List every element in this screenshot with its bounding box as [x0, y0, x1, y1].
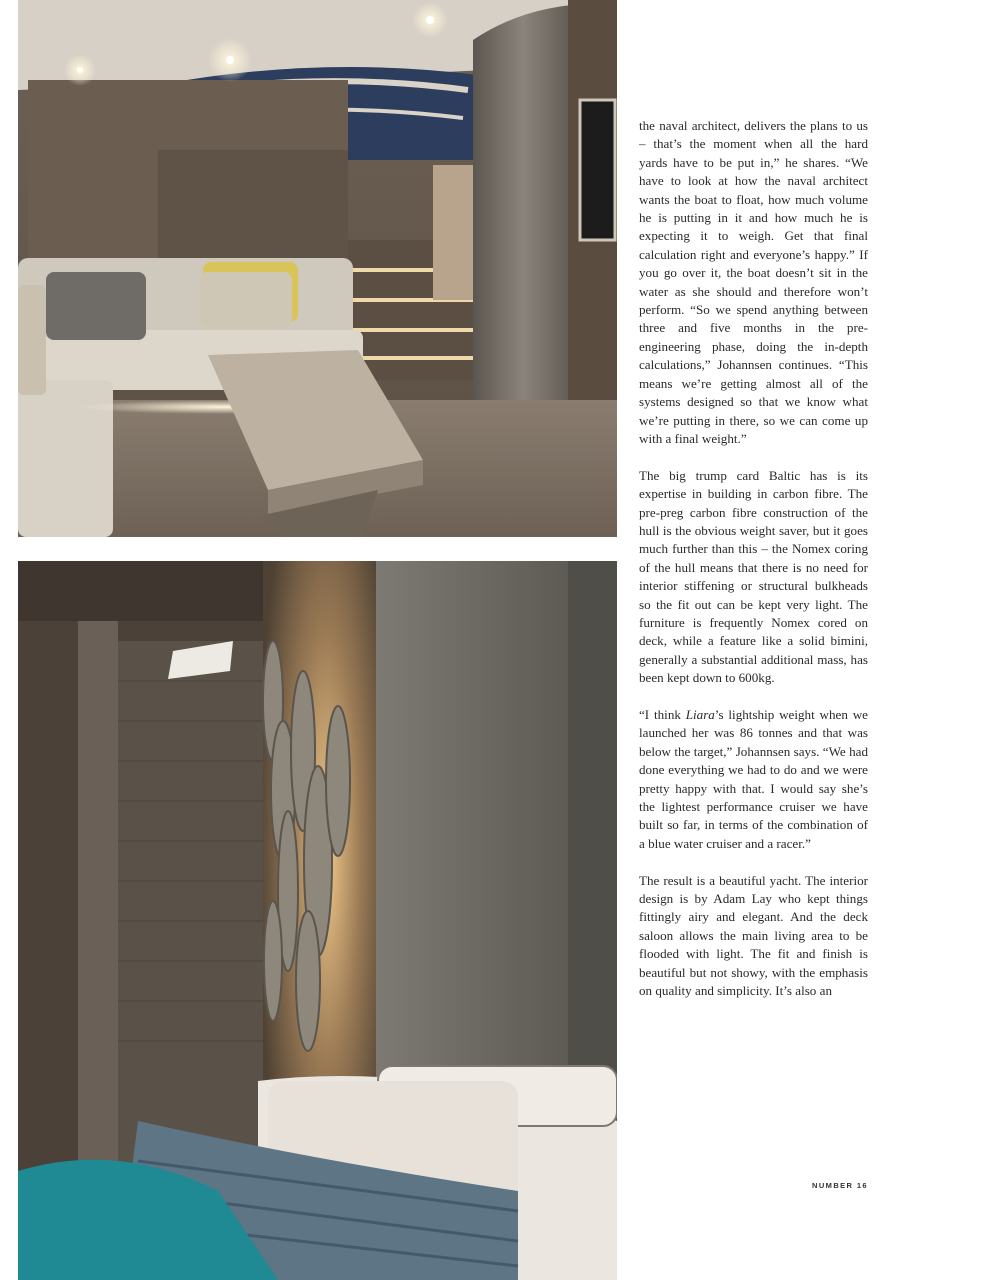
quote-open: “I think — [639, 706, 686, 722]
paragraph-3-rest: ’s lightship weight when we launched her was 86 tonnes and that was below the target,” Johannsen says. “We had done everything we had to do and we were pretty happy with that. I would say she’s the lightest performance cruiser we have built so far, in terms of the combination of a blue water cruiser and a racer.” — [639, 706, 868, 851]
yacht-name: Liara — [685, 706, 715, 722]
article-body — [639, 117, 868, 1019]
cabin-photo — [18, 561, 617, 1280]
page-folio: NUMBER 16 — [812, 1181, 868, 1190]
saloon-photo — [18, 0, 617, 537]
paragraph-4: The result is a beautiful yacht. The interior design is by Adam Lay who kept things fittingly airy and elegant. And the deck saloon allows the main living area to be flooded with light. The fit and finish is beautiful but not showy, with the emphasis on quality and simplicity. It’s also an — [639, 872, 868, 999]
paragraph-2: The big trump card Baltic has is its expertise in building in carbon fibre. The pre-preg carbon fibre construction of the hull is the obvious weight saver, but it goes much further than this – the Nomex coring of the hull means that there is no need for interior stiffening or structural bulkheads so the fit out can be kept very light. The furniture is frequently Nomex cored on deck, while a feature like a solid bimini, generally a substantial additional mass, has been kept down to 600kg. — [639, 467, 868, 686]
paragraph-1: the naval architect, delivers the plans to us – that’s the moment when all the hard yards have to be put in,” he shares. “We have to look at how the naval architect wants the boat to float, how much volume he is putting in it and how much he is expecting it to weigh. Get that final calculation right and everyone’s happy.” If you go over it, the boat doesn’t sit in the water as she should and therefore won’t perform. “So we spend anything between three and five months in the pre-engineering phase, doing the in-depth calculations,” Johannsen continues. “This means we’re getting almost all of the systems designed so that we know what we’re putting in there, so we can come up with a final weight.” — [639, 118, 868, 446]
paragraph-3 — [639, 706, 868, 853]
